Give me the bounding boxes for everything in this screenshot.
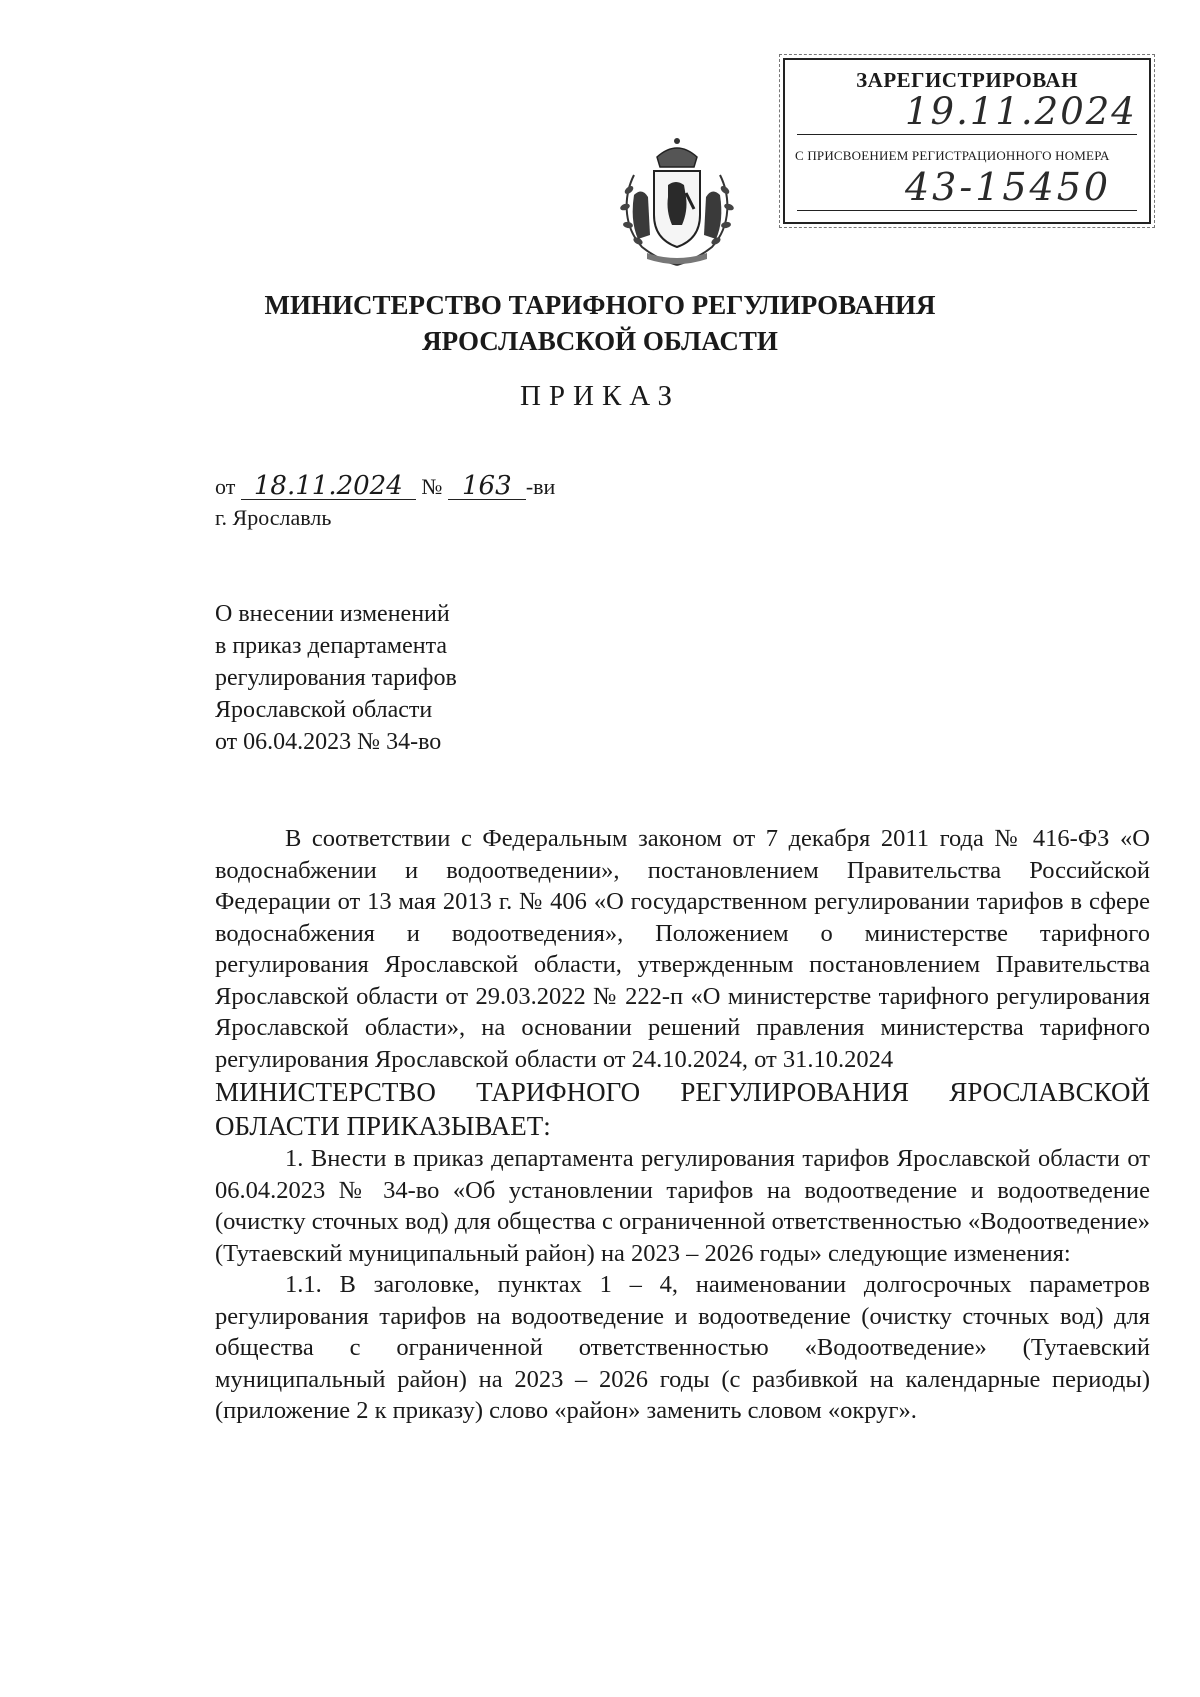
order-subject [215,598,457,758]
subject-line: О внесении изменений [215,601,450,627]
number-label: № [421,474,443,499]
from-label: от [215,474,236,499]
order-body [215,823,1150,1427]
document-type: ПРИКАЗ [519,380,681,412]
order-date: 18.11.2024 [241,473,416,500]
preamble-paragraph: В соответствии с Федеральным законом от 7 декабря 2011 года № 416-ФЗ «О водоснабжении и водоотведении», постановлением Правительства Российской Федерации от 13 мая 2013 г. № 406 «О государственном регулировании тарифов в сфере водоснабжения и водоотведения», Положением о министерстве тарифного регулирования Ярославской области, утвержденным постановлением Правительства Ярославской области от 29.03.2022 № 222-п «О министерстве тарифного регулирования Ярославской области», на основании решений правления министерства тарифного регулирования Ярославской области от 24.10.2024, от 31.10.2024 [215,825,1150,1073]
stamp-divider [797,210,1137,211]
ministry-title [200,287,1000,359]
order-number: 163 [448,473,526,500]
stamp-handwritten-number: 43-15450 [905,165,1112,209]
item-1-1-paragraph: 1.1. В заголовке, пунктах 1 – 4, наименовании долгосрочных параметров регулирования тарифов на водоотведение и водоотведение (очистку сточных вод) для общества с ограниченной ответственностью «Водоотведение» (Тутаевский муниципальный район) на 2023 – 2026 годы (с разбивкой на календарные периоды) (приложение 2 к приказу) слово «район» заменить словом «округ». [215,1271,1150,1424]
resolution-paragraph: МИНИСТЕРСТВО ТАРИФНОГО РЕГУЛИРОВАНИЯ ЯРОСЛАВСКОЙ ОБЛАСТИ ПРИКАЗЫВАЕТ: [215,1077,1150,1141]
subject-line: от 06.04.2023 № 34-во [215,729,442,755]
subject-line: Ярославской области [215,697,433,723]
stamp-handwritten-date: 19.11.2024 [905,90,1137,133]
subject-line: в приказ департамента [215,633,448,659]
item-1-paragraph: 1. Внести в приказ департамента регулирования тарифов Ярославской области от 06.04.2023 № 34-во «Об установлении тарифов на водоотведение и водоотведение (очистку сточных вод) для общества с ограниченной ответственностью «Водоотведение» (Тутаевский муниципальный район) на 2023 – 2026 годы» следующие изменения: [215,1145,1150,1267]
stamp-divider [797,134,1137,135]
coat-of-arms-icon [612,135,742,270]
city: г. Ярославль [215,505,332,530]
stamp-subtitle: С ПРИСВОЕНИЕМ РЕГИСТРАЦИОННОГО НОМЕРА [795,148,1110,163]
ministry-line-2: ЯРОСЛАВСКОЙ ОБЛАСТИ [422,326,778,356]
subject-line: регулирования тарифов [215,665,457,691]
stamp-title: ЗАРЕГИСТРИРОВАН [856,68,1078,92]
ministry-line-1: МИНИСТЕРСТВО ТАРИФНОГО РЕГУЛИРОВАНИЯ [264,290,936,320]
order-suffix: -ви [525,474,556,499]
registration-stamp [783,58,1151,224]
order-date-number-line [215,473,555,500]
